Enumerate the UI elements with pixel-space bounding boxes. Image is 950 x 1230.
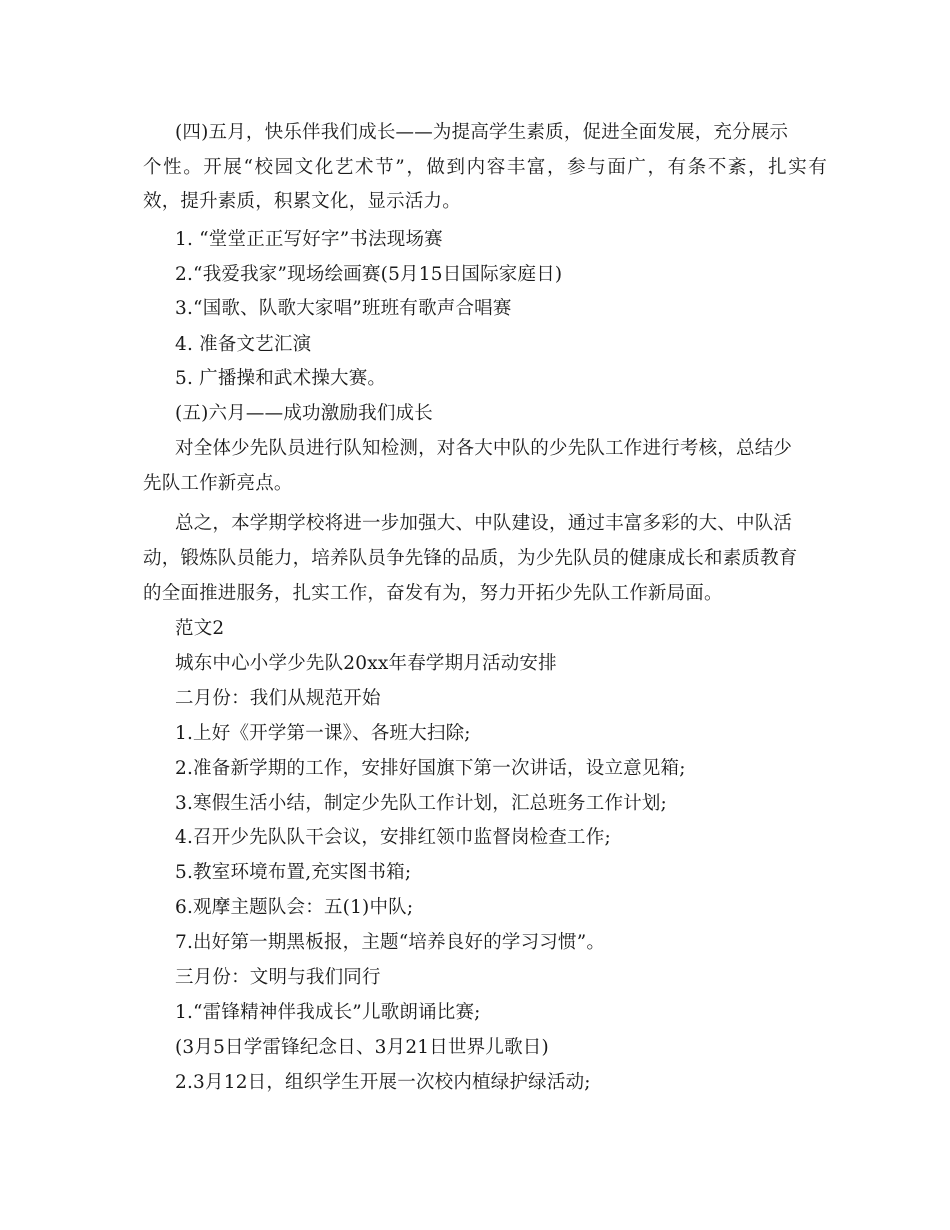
list-item: 3.“国歌、队歌大家唱”班班有歌声合唱赛 <box>175 298 512 319</box>
paragraph-may-body-line: 个性。开展“校园文化艺术节”，做到内容丰富，参与面广，有条不紊，扎实有 <box>143 157 829 178</box>
list-item: 1. “堂堂正正写好字”书法现场赛 <box>175 229 443 250</box>
paragraph-summary-line: 的全面推进服务，扎实工作，奋发有为，努力开拓少先队工作新局面。 <box>143 583 723 604</box>
list-item: 3.寒假生活小结，制定少先队工作计划，汇总班务工作计划; <box>175 793 667 814</box>
month-heading-march: 三月份：文明与我们同行 <box>175 967 381 988</box>
list-item: 4. 准备文艺汇演 <box>175 334 312 355</box>
document-subtitle: 城东中心小学少先队20xx年春学期月活动安排 <box>175 653 557 674</box>
list-item: 5.教室环境布置,充实图书箱; <box>175 862 412 883</box>
month-heading-february: 二月份：我们从规范开始 <box>175 688 381 709</box>
list-item: 1.上好《开学第一课》、各班大扫除; <box>175 723 471 744</box>
paragraph-may-heading: (四)五月，快乐伴我们成长——为提高学生素质，促进全面发展，充分展示 <box>175 122 789 143</box>
list-item: 2.准备新学期的工作，安排好国旗下第一次讲话，设立意见箱; <box>175 758 686 779</box>
paragraph-june-heading: (五)六月——成功激励我们成长 <box>175 403 433 424</box>
list-item: 4.召开少先队队干会议，安排红领巾监督岗检查工作; <box>175 827 611 848</box>
section-heading-sample-2: 范文2 <box>175 618 225 639</box>
list-item: 5. 广播操和武术操大赛。 <box>175 368 387 389</box>
paragraph-june-body-line: 先队工作新亮点。 <box>143 473 293 494</box>
list-item-note: (3月5日学雷锋纪念日、3月21日世界儿歌日) <box>175 1037 549 1058</box>
list-item: 6.观摩主题队会：五(1)中队; <box>175 897 414 918</box>
paragraph-summary-line: 总之，本学期学校将进一步加强大、中队建设，通过丰富多彩的大、中队活 <box>175 513 793 534</box>
paragraph-may-body-line: 效，提升素质，积累文化，显示活力。 <box>143 191 461 212</box>
list-item: 2.3月12日，组织学生开展一次校内植绿护绿活动; <box>175 1072 591 1093</box>
list-item: 7.出好第一期黑板报，主题“培养良好的学习习惯”。 <box>175 932 606 953</box>
list-item: 1.“雷锋精神伴我成长”儿歌朗诵比赛; <box>175 1002 481 1023</box>
paragraph-summary-line: 动，锻炼队员能力，培养队员争先锋的品质，为少先队员的健康成长和素质教育 <box>143 548 798 569</box>
paragraph-june-body-line: 对全体少先队员进行队知检测，对各大中队的少先队工作进行考核，总结少 <box>175 438 793 459</box>
list-item: 2.“我爱我家”现场绘画赛(5月15日国际家庭日) <box>175 264 563 285</box>
